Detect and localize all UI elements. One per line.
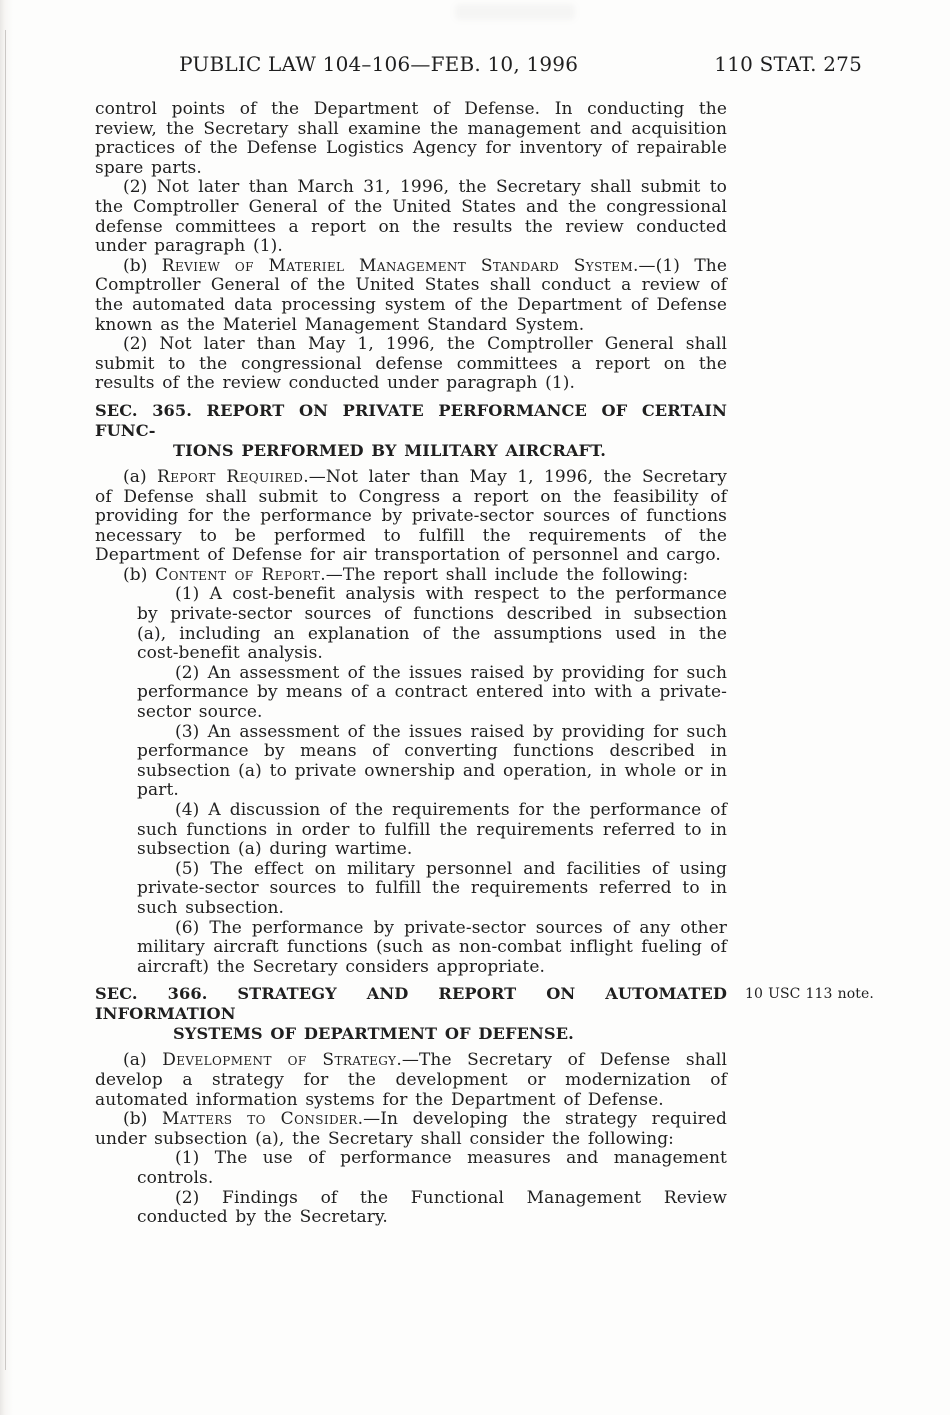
paragraph — [95, 566, 727, 586]
text-run: (5) The effect on military personnel and facilities of using private-sector sources to fulfill the requirements referred to in such subsection. — [137, 858, 727, 918]
section-heading-line2: SYSTEMS OF DEPARTMENT OF DEFENSE. — [173, 1024, 574, 1044]
list-item — [137, 664, 727, 723]
scan-left-edge-shading — [0, 0, 14, 1415]
text-run: (b) — [123, 564, 156, 585]
paragraph — [95, 1051, 727, 1110]
section-heading-line2: TIONS PERFORMED BY MILITARY AIRCRAFT. — [173, 440, 606, 460]
text-run: (2) Not later than March 31, 1996, the Secretary shall submit to the Comptroller General of the United States and the congressional defense committees a report on the results the review conducted under paragraph (1). — [95, 177, 727, 257]
scan-smudge-artifact — [455, 4, 575, 20]
list-item — [137, 860, 727, 919]
list-item — [137, 919, 727, 978]
text-run: (a) — [123, 1050, 163, 1071]
text-run: (3) An assessment of the issues raised by providing for such performance by means of converting functions described in subsection (a) to private ownership and operation, in whole or in part. — [137, 721, 727, 801]
section-heading — [95, 401, 727, 461]
text-run: (4) A discussion of the requirements for the performance of such functions in order to fulfill the requirements referred to in subsection (a) during wartime. — [137, 800, 727, 860]
running-head-title: PUBLIC LAW 104–106—FEB. 10, 1996 — [179, 52, 579, 76]
list-item — [137, 585, 727, 663]
text-run: (6) The performance by private-sector sources of any other military aircraft functions (such as non-combat inflight fueling of aircraft) the Secretary considers appropriate. — [137, 917, 727, 977]
usc-margin-note: 10 USC 113 note. — [745, 986, 874, 1003]
page-header — [95, 52, 862, 76]
paragraph — [95, 100, 727, 178]
text-run: (2) An assessment of the issues raised by providing for such performance by means of a contract entered into with a private-sector source. — [137, 662, 727, 723]
paragraph — [95, 1110, 727, 1149]
small-caps-label: Report Required — [157, 466, 304, 487]
paragraph — [95, 178, 727, 256]
paragraph — [95, 257, 727, 335]
scan-left-edge-line — [5, 30, 6, 1370]
text-run: .—The report shall include the following: — [320, 564, 689, 585]
section-heading — [95, 984, 874, 1044]
text-run: (b) — [123, 1109, 162, 1130]
paragraph — [95, 468, 727, 566]
text-run: .—(1) The Comptroller General of the United States shall conduct a review of the automated data processing system of the Department of Defense known as the Materiel Management Standard System. — [95, 255, 727, 335]
text-run: .—In developing the strategy required under subsection (a), the Secretary shall consider the following: — [95, 1109, 727, 1149]
small-caps-label: Matters to Consider — [161, 1109, 358, 1130]
text-run: control points of the Department of Defense. In conducting the review, the Secretary shall examine the management and acquisition practices of the Defense Logistics Agency for inventory of repairable spare parts. — [95, 99, 727, 178]
small-caps-label: Review of Materiel Management Standard System — [161, 255, 634, 276]
section-heading-line1: SEC. 366. STRATEGY AND REPORT ON AUTOMATED INFORMATION — [95, 984, 727, 1024]
paragraph — [95, 335, 727, 394]
statute-page-number: 110 STAT. 275 — [714, 52, 862, 76]
text-run: (1) A cost-benefit analysis with respect to the performance by private-sector sources of functions described in subsection (a), including an explanation of the assumptions used in the cost-benefit analysis. — [137, 584, 727, 664]
text-run: (2) Not later than May 1, 1996, the Comptroller General shall submit to the congressional defense committees a report on the results of the review conducted under paragraph (1). — [95, 334, 727, 394]
text-run: .—The Secretary of Defense shall develop a strategy for the development or modernization of automated information systems for the Department of Defense. — [95, 1050, 728, 1110]
document-body — [95, 99, 874, 1228]
text-run: (a) — [123, 466, 158, 487]
list-item — [137, 1189, 727, 1228]
section-heading-line1: SEC. 365. REPORT ON PRIVATE PERFORMANCE OF CERTAIN FUNC- — [95, 400, 727, 440]
text-run: (2) Findings of the Functional Management Review conducted by the Secretary. — [137, 1187, 727, 1228]
list-item — [137, 723, 727, 801]
text-run: (b) — [123, 255, 162, 276]
text-run: (1) The use of performance measures and management controls. — [137, 1148, 727, 1188]
list-item — [137, 1149, 727, 1188]
text-run: .—Not later than May 1, 1996, the Secretary of Defense shall submit to Congress a report on the feasibility of providing for the performance by private-sector sources of functions necessary to be performed to fulfill the requirements of the Department of Defense for air transportation of personnel and cargo. — [95, 466, 728, 566]
small-caps-label: Content of Report — [155, 564, 321, 585]
list-item — [137, 801, 727, 860]
small-caps-label: Development of Strategy — [162, 1050, 397, 1071]
